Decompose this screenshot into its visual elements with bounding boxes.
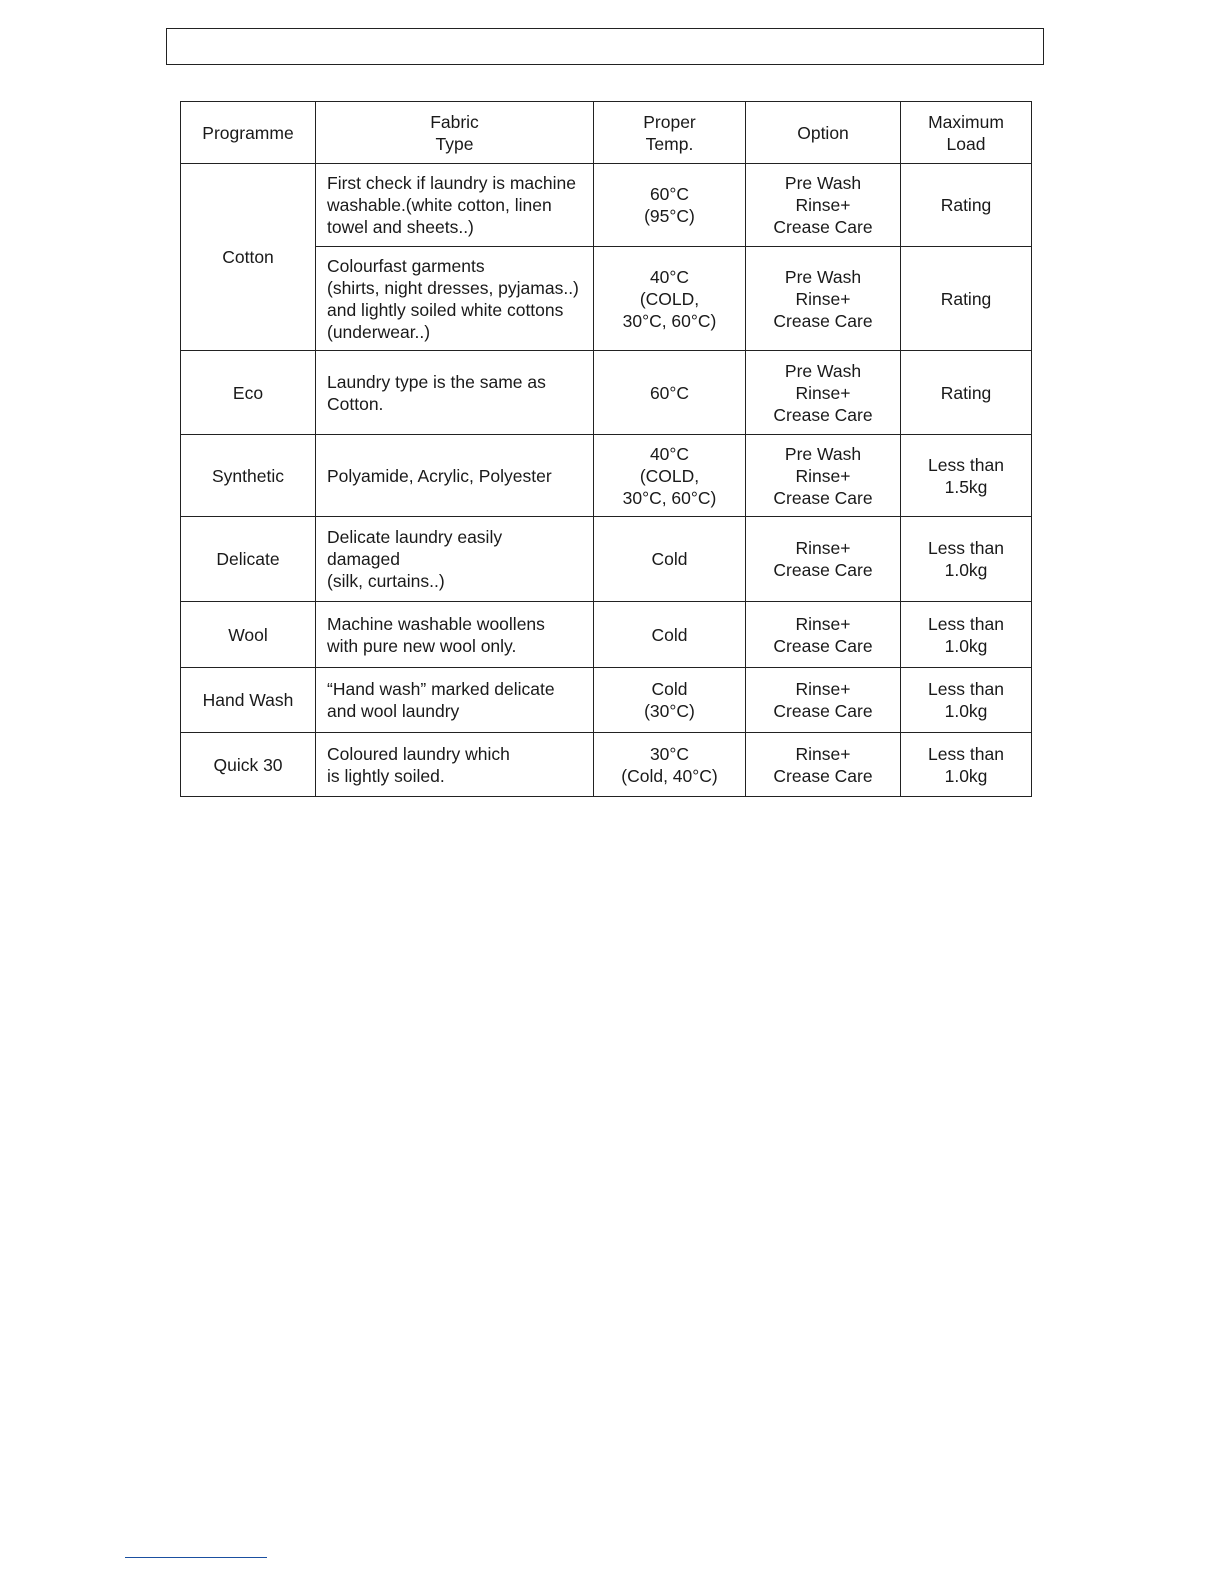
table-row: [181, 668, 1032, 733]
cell-option: Pre Wash Rinse+ Crease Care: [746, 247, 901, 351]
cell-fabric: “Hand wash” marked delicate and wool laundry: [316, 668, 594, 733]
cell-option: Pre Wash Rinse+ Crease Care: [746, 435, 901, 517]
table-row: [181, 602, 1032, 668]
programme-table: [180, 101, 1032, 797]
cell-temp: 30°C (Cold, 40°C): [594, 733, 746, 797]
cell-load: Rating: [901, 164, 1032, 247]
cell-load: Less than 1.5kg: [901, 435, 1032, 517]
cell-option: Rinse+ Crease Care: [746, 602, 901, 668]
cell-option: Pre Wash Rinse+ Crease Care: [746, 164, 901, 247]
cell-temp: 40°C (COLD, 30°C, 60°C): [594, 435, 746, 517]
header-maximum-load: Maximum Load: [901, 102, 1032, 164]
cell-temp: Cold: [594, 517, 746, 602]
cell-programme: Quick 30: [181, 733, 316, 797]
cell-programme: Hand Wash: [181, 668, 316, 733]
cell-temp: 60°C (95°C): [594, 164, 746, 247]
cell-option: Rinse+ Crease Care: [746, 733, 901, 797]
cell-programme: Eco: [181, 351, 316, 435]
cell-programme: Synthetic: [181, 435, 316, 517]
table-row: [181, 517, 1032, 602]
cell-programme: Wool: [181, 602, 316, 668]
header-option: Option: [746, 102, 901, 164]
header-fabric-type: Fabric Type: [316, 102, 594, 164]
cell-fabric: Colourfast garments (shirts, night dresses, pyjamas..) and lightly soiled white cottons (underwear..): [316, 247, 594, 351]
cell-programme: Delicate: [181, 517, 316, 602]
table-header-row: [181, 102, 1032, 164]
table-row: [181, 435, 1032, 517]
cell-load: Less than 1.0kg: [901, 668, 1032, 733]
cell-temp: Cold: [594, 602, 746, 668]
cell-fabric: Laundry type is the same as Cotton.: [316, 351, 594, 435]
cell-option: Pre Wash Rinse+ Crease Care: [746, 351, 901, 435]
table-row: [181, 351, 1032, 435]
cell-temp: Cold (30°C): [594, 668, 746, 733]
cell-load: Less than 1.0kg: [901, 517, 1032, 602]
cell-load: Rating: [901, 351, 1032, 435]
cell-temp: 60°C: [594, 351, 746, 435]
cell-fabric: Machine washable woollens with pure new wool only.: [316, 602, 594, 668]
cell-load: Less than 1.0kg: [901, 602, 1032, 668]
cell-temp: 40°C (COLD, 30°C, 60°C): [594, 247, 746, 351]
cell-load: Rating: [901, 247, 1032, 351]
footer-rule: [125, 1557, 267, 1558]
cell-load: Less than 1.0kg: [901, 733, 1032, 797]
page-header-box: [166, 28, 1044, 65]
cell-fabric: First check if laundry is machine washable.(white cotton, linen towel and sheets..): [316, 164, 594, 247]
table-row: [181, 164, 1032, 247]
cell-fabric: Delicate laundry easily damaged (silk, curtains..): [316, 517, 594, 602]
cell-fabric: Polyamide, Acrylic, Polyester: [316, 435, 594, 517]
cell-option: Rinse+ Crease Care: [746, 517, 901, 602]
cell-programme: Cotton: [181, 164, 316, 351]
cell-option: Rinse+ Crease Care: [746, 668, 901, 733]
table-row: [181, 733, 1032, 797]
cell-fabric: Coloured laundry which is lightly soiled.: [316, 733, 594, 797]
header-programme: Programme: [181, 102, 316, 164]
header-proper-temp: Proper Temp.: [594, 102, 746, 164]
